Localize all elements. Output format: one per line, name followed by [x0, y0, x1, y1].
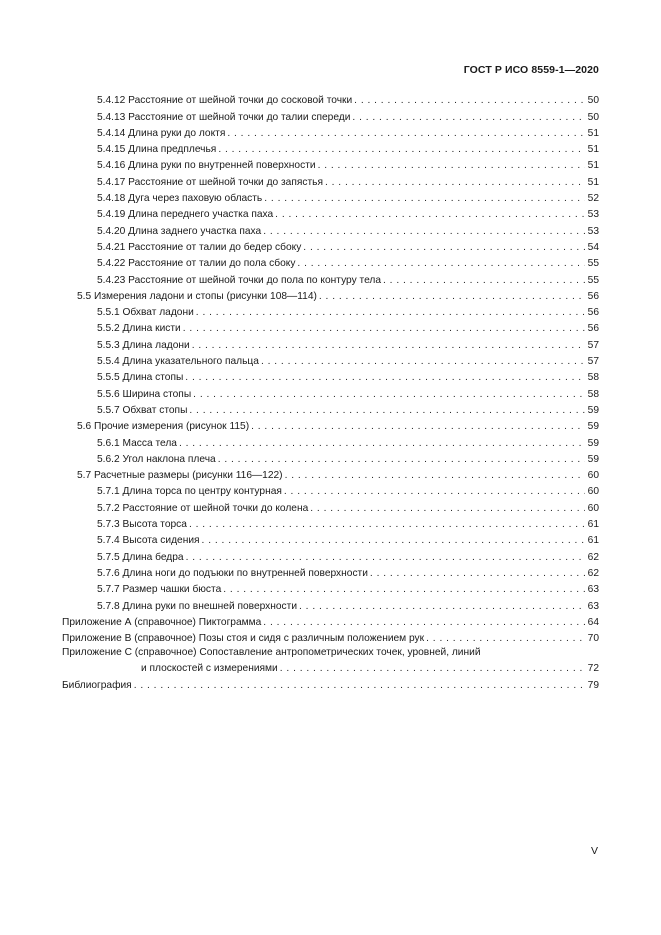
toc-entry[interactable]: [62, 335, 599, 351]
toc-dot-leader: [275, 209, 585, 221]
toc-dot-leader: [263, 226, 585, 238]
table-of-contents: [62, 91, 599, 692]
toc-entry-page: 52: [587, 193, 599, 205]
toc-dot-leader: [318, 160, 585, 172]
toc-entry[interactable]: [62, 287, 599, 303]
toc-entry-title: Библиография: [62, 679, 132, 691]
toc-entry[interactable]: [62, 107, 599, 123]
toc-entry[interactable]: [62, 498, 599, 514]
toc-entry[interactable]: [62, 384, 599, 400]
toc-entry-title: 5.4.12 Расстояние от шейной точки до сосковой точки: [97, 95, 353, 107]
toc-dot-leader: [264, 193, 585, 205]
toc-dot-leader: [193, 389, 585, 401]
toc-entry-title: 5.6.1 Масса тела: [97, 437, 177, 449]
toc-bibliography[interactable]: [62, 675, 599, 691]
toc-appendix-c-line2[interactable]: [62, 659, 599, 675]
toc-entry[interactable]: [62, 254, 599, 270]
toc-entry[interactable]: [62, 270, 599, 286]
toc-dot-leader: [179, 438, 585, 450]
toc-entry-page: 56: [587, 307, 599, 319]
toc-dot-leader: [383, 275, 585, 287]
toc-entry[interactable]: [62, 580, 599, 596]
toc-entry-page: 51: [587, 127, 599, 139]
toc-entry-page: 58: [587, 388, 599, 400]
toc-entry[interactable]: [62, 515, 599, 531]
toc-dot-leader: [299, 601, 585, 613]
toc-dot-leader: [218, 454, 585, 466]
toc-entry[interactable]: [62, 238, 599, 254]
toc-entry-page: 60: [587, 502, 599, 514]
toc-entry-page: 55: [587, 274, 599, 286]
toc-entry-page: 61: [587, 519, 599, 531]
toc-entry-page: 64: [587, 616, 599, 628]
toc-entry-title: 5.5.3 Длина ладони: [97, 339, 190, 351]
toc-dot-leader: [189, 405, 585, 417]
toc-entry[interactable]: [62, 466, 599, 482]
toc-entry-title: 5.4.18 Дуга через паховую область: [97, 193, 263, 205]
toc-entry[interactable]: [62, 205, 599, 221]
toc-entry-title: 5.5.4 Длина указательного пальца: [97, 356, 259, 368]
toc-entry-title: 5.7.4 Высота сидения: [97, 535, 200, 547]
toc-entry-title: 5.4.15 Длина предплечья: [97, 144, 217, 156]
toc-appendix-a[interactable]: [62, 613, 599, 629]
toc-appendix-b[interactable]: [62, 629, 599, 645]
toc-entry-page: 59: [587, 421, 599, 433]
toc-entry-title: 5.5.7 Обхват стопы: [97, 404, 188, 416]
toc-dot-leader: [196, 307, 585, 319]
toc-entry-page: 58: [587, 372, 599, 384]
toc-entry-page: 55: [587, 258, 599, 270]
toc-dot-leader: [284, 486, 585, 498]
toc-dot-leader: [303, 242, 585, 254]
toc-dot-leader: [185, 372, 585, 384]
toc-entry-title: 5.4.20 Длина заднего участка паха: [97, 225, 262, 237]
toc-entry-page: 57: [587, 339, 599, 351]
toc-entry[interactable]: [62, 319, 599, 335]
toc-entry-title: 5.5 Измерения ладони и стопы (рисунки 108—114): [77, 290, 317, 302]
toc-entry[interactable]: [62, 596, 599, 612]
page-number: V: [590, 845, 598, 857]
toc-entry-title: 5.4.21 Расстояние от талии до бедер сбоку: [97, 241, 302, 253]
toc-entry[interactable]: [62, 140, 599, 156]
toc-entry[interactable]: [62, 352, 599, 368]
toc-entry-title: 5.7 Расчетные размеры (рисунки 116—122): [77, 470, 283, 482]
toc-entries: [62, 91, 599, 613]
toc-entry-page: 51: [587, 176, 599, 188]
toc-dot-leader: [263, 617, 585, 629]
toc-entry-title: 5.7.1 Длина торса по центру контурная: [97, 486, 282, 498]
toc-entry-title: 5.4.22 Расстояние от талии до пола сбоку: [97, 258, 296, 270]
toc-dot-leader: [134, 680, 585, 692]
toc-entry-page: 70: [587, 633, 599, 645]
toc-entry-page: 62: [587, 551, 599, 563]
toc-entry-title: 5.4.13 Расстояние от шейной точки до талии спереди: [97, 111, 351, 123]
toc-entry-page: 63: [587, 600, 599, 612]
toc-entry-page: 59: [587, 437, 599, 449]
toc-entry-title: 5.4.23 Расстояние от шейной точки до пола по контуру тела: [97, 274, 382, 286]
toc-entry-title: 5.7.2 Расстояние от шейной точки до колена: [97, 502, 309, 514]
toc-appendix-c-line1[interactable]: [62, 645, 599, 659]
toc-entry[interactable]: [62, 189, 599, 205]
toc-entry-title: Приложение В (справочное) Позы стоя и сидя с различным положением рук: [62, 633, 425, 645]
toc-entry-title: и плоскостей с измерениями: [141, 663, 278, 675]
toc-entry[interactable]: [62, 482, 599, 498]
toc-entry-page: 62: [587, 567, 599, 579]
toc-dot-leader: [370, 568, 585, 580]
document-header: ГОСТ Р ИСО 8559-1—2020: [463, 64, 599, 76]
toc-dot-leader: [218, 144, 585, 156]
toc-dot-leader: [189, 519, 585, 531]
toc-entry[interactable]: [62, 221, 599, 237]
toc-dot-leader: [352, 112, 585, 124]
toc-dot-leader: [297, 258, 585, 270]
toc-dot-leader: [202, 535, 585, 547]
toc-entry-page: 56: [587, 290, 599, 302]
toc-entry[interactable]: [62, 433, 599, 449]
toc-entry-page: 59: [587, 404, 599, 416]
toc-dot-leader: [285, 470, 585, 482]
toc-entry-title: 5.5.5 Длина стопы: [97, 372, 184, 384]
toc-dot-leader: [325, 177, 585, 189]
toc-dot-leader: [354, 95, 585, 107]
toc-entry-page: 72: [587, 663, 599, 675]
toc-entry[interactable]: [62, 564, 599, 580]
toc-entry-title: 5.4.16 Длина руки по внутренней поверхности: [97, 160, 316, 172]
toc-entry-page: 56: [587, 323, 599, 335]
toc-dot-leader: [426, 633, 585, 645]
toc-entry[interactable]: [62, 172, 599, 188]
toc-entry[interactable]: [62, 401, 599, 417]
toc-dot-leader: [186, 552, 585, 564]
toc-entry-title: 5.4.17 Расстояние от шейной точки до запястья: [97, 176, 323, 188]
toc-entry-page: 51: [587, 144, 599, 156]
toc-entry-title: 5.6.2 Угол наклона плеча: [97, 453, 216, 465]
toc-entry[interactable]: [62, 547, 599, 563]
toc-entry-title: 5.6 Прочие измерения (рисунок 115): [77, 421, 250, 433]
toc-entry-page: 51: [587, 160, 599, 172]
toc-entry-page: 53: [587, 209, 599, 221]
toc-dot-leader: [251, 421, 585, 433]
toc-dot-leader: [227, 128, 585, 140]
toc-entry[interactable]: [62, 417, 599, 433]
toc-entry[interactable]: [62, 450, 599, 466]
toc-entry-title: 5.5.2 Длина кисти: [97, 323, 181, 335]
toc-entry-title: 5.7.5 Длина бедра: [97, 551, 184, 563]
toc-entry[interactable]: [62, 124, 599, 140]
toc-entry-page: 79: [587, 679, 599, 691]
toc-dot-leader: [261, 356, 585, 368]
toc-entry-title: 5.5.1 Обхват ладони: [97, 307, 194, 319]
toc-dot-leader: [280, 663, 585, 675]
toc-entry[interactable]: [62, 156, 599, 172]
toc-entry-page: 59: [587, 453, 599, 465]
toc-entry-title: 5.4.19 Длина переднего участка паха: [97, 209, 274, 221]
toc-entry-title: Приложение А (справочное) Пиктограмма: [62, 616, 262, 628]
toc-entry-page: 61: [587, 535, 599, 547]
toc-dot-leader: [183, 323, 585, 335]
toc-entry-page: 63: [587, 584, 599, 596]
toc-entry-page: 57: [587, 356, 599, 368]
toc-entry-page: 60: [587, 486, 599, 498]
toc-entry[interactable]: [62, 91, 599, 107]
toc-entry-title: 5.7.8 Длина руки по внешней поверхности: [97, 600, 298, 612]
toc-entry-title: 5.5.6 Ширина стопы: [97, 388, 192, 400]
toc-entry-page: 60: [587, 470, 599, 482]
toc-dot-leader: [310, 503, 585, 515]
toc-entry-title: Приложение С (справочное) Сопоставление антропометрических точек, уровней, линий: [62, 647, 481, 659]
toc-entry-page: 50: [587, 95, 599, 107]
toc-entry-page: 53: [587, 225, 599, 237]
toc-entry-title: 5.4.14 Длина руки до локтя: [97, 127, 226, 139]
toc-dot-leader: [192, 340, 585, 352]
toc-entry-title: 5.7.7 Размер чашки бюста: [97, 584, 222, 596]
toc-dot-leader: [319, 291, 585, 303]
toc-entry-page: 54: [587, 241, 599, 253]
toc-entry-title: 5.7.6 Длина ноги до подъюки по внутренней поверхности: [97, 567, 368, 579]
toc-entry[interactable]: [62, 368, 599, 384]
toc-entry-page: 50: [587, 111, 599, 123]
toc-dot-leader: [223, 584, 585, 596]
toc-entry[interactable]: [62, 303, 599, 319]
toc-entry[interactable]: [62, 531, 599, 547]
toc-entry-title: 5.7.3 Высота торса: [97, 519, 187, 531]
